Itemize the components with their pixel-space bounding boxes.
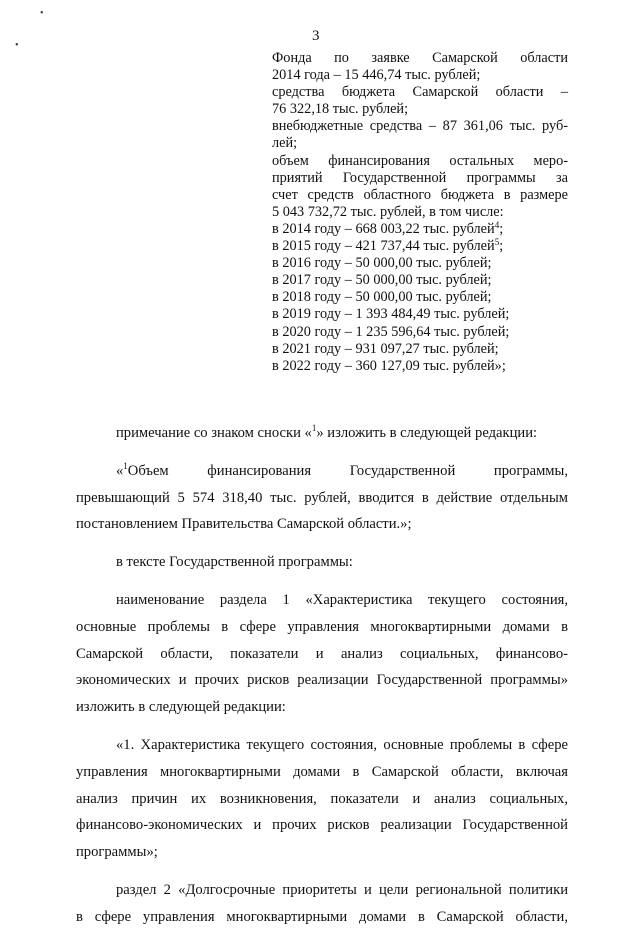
funding-text: в 2014 году – 668 003,22 тыс. рублей [272,220,495,237]
footnote-marker: 5 [494,237,500,248]
paragraph-line: управления многоквартирными домами в Самарской области, включая [76,763,568,780]
paragraph-line: «1. Характеристика текущего состояния, основные проблемы в сфере [116,736,568,753]
footnote-marker: 1 [123,460,128,471]
paragraph-line: в тексте Государственной программы: [116,554,353,571]
paragraph-line: основные проблемы в сфере управления многоквартирными домами в [76,618,568,635]
footnote-marker: 1 [311,423,317,433]
scan-mark: • [40,8,44,19]
paragraph-line: Самарской области, показатели и анализ социальных, финансово- [76,645,568,662]
paragraph-line: превышающий 5 574 318,40 тыс. рублей, вводится в действие отдельным [76,489,568,506]
scan-mark: • [15,40,19,51]
funding-line: в 2021 году – 931 097,27 тыс. рублей; [272,340,499,357]
paragraph-line: экономических и прочих рисков реализации Государственной программы» [76,672,568,689]
footnote-marker: 4 [494,219,500,230]
funding-line: в 2022 году – 360 127,09 тыс. рублей»; [272,357,506,374]
funding-line: в 2017 году – 50 000,00 тыс. рублей; [272,272,492,289]
punctuation: ; [499,220,504,237]
paragraph-line: наименование раздела 1 «Характеристика текущего состояния, [116,591,568,608]
paragraph-line: анализ причин их возникновения, показатели и анализ социальных, [76,790,568,807]
funding-line: 76 322,18 тыс. рублей; [272,101,409,118]
paragraph-line: программы»; [76,844,158,861]
funding-line: счет средств областного бюджета в размере [272,186,568,203]
funding-line: в 2019 году – 1 393 484,49 тыс. рублей; [272,306,510,323]
paragraph-line: постановлением Правительства Самарской области.»; [76,516,412,533]
funding-line: Фонда по заявке Самарской области [272,50,568,66]
paragraph-line: в сфере управления многоквартирными домами в Самарской области, [76,908,568,925]
funding-line: 2014 года – 15 446,74 тыс. рублей; [272,67,481,84]
funding-text: в 2015 году – 421 737,44 тыс. рублей [272,238,495,255]
punctuation: ; [499,238,504,255]
paragraph-footnote-note: примечание со знаком сноски «$^1$» изложить в следующей редакции: [116,423,538,441]
funding-line-2015 [272,238,568,255]
funding-line: объем финансирования остальных меро- [272,152,568,169]
paragraph-line: «$^1$Объем финансирования Государственной программы, [116,460,568,479]
paragraph-line: финансово-экономических и прочих рисков реализации Государственной [76,817,568,834]
funding-line: в 2018 году – 50 000,00 тыс. рублей; [272,289,492,306]
paragraph-line: изложить в следующей редакции: [76,699,286,716]
page-number: 3 [312,28,320,44]
document-body [76,420,568,931]
funding-line: приятий Государственной программы за [272,169,568,186]
funding-line: 5 043 732,72 тыс. рублей, в том числе: [272,203,504,220]
funding-column [272,50,568,375]
funding-line: средства бюджета Самарской области – [272,84,568,101]
funding-line-2014 [272,221,568,238]
funding-line: в 2020 году – 1 235 596,64 тыс. рублей; [272,323,510,340]
paragraph-line: раздел 2 «Долгосрочные приоритеты и цели региональной политики [116,881,568,898]
funding-line: лей; [272,135,298,152]
funding-line: в 2016 году – 50 000,00 тыс. рублей; [272,255,492,272]
funding-line: внебюджетные средства – 87 361,06 тыс. руб- [272,118,568,135]
